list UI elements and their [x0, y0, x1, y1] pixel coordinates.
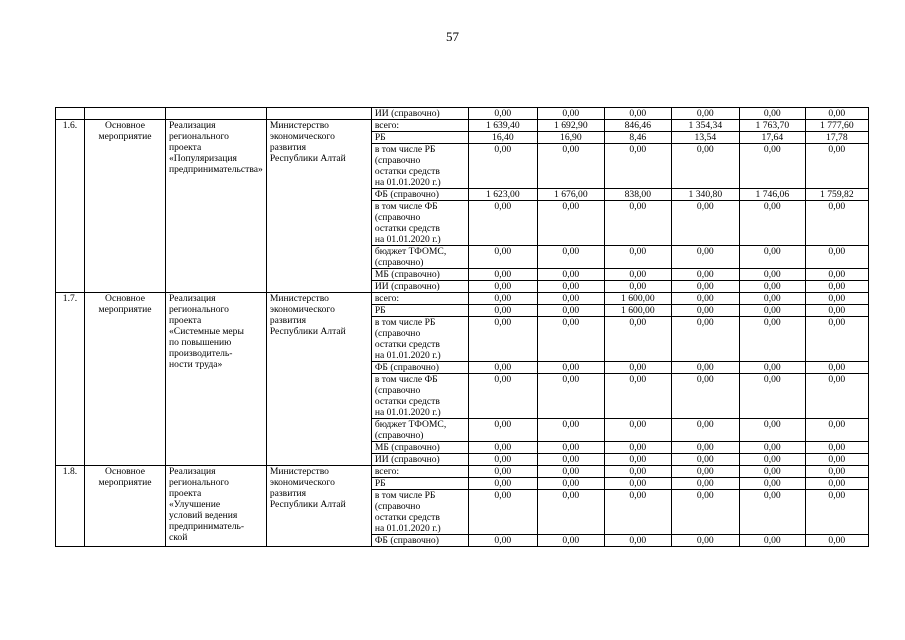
value-cell: 0,00: [604, 535, 671, 547]
source-label: в том числе РБ (справочно остатки средств на 01.01.2020 г.): [371, 490, 468, 535]
item-name: Реализация регионального проекта «Улучшение условий ведения предприниматель- ской: [166, 466, 267, 547]
value-cell: 0,00: [671, 317, 739, 362]
value-cell: 0,00: [468, 246, 537, 269]
value-cell: 0,00: [604, 201, 671, 246]
source-label: МБ (справочно): [371, 442, 468, 454]
value-cell: 0,00: [604, 144, 671, 189]
value-cell: 0,00: [537, 454, 604, 466]
value-cell: 0,00: [805, 108, 868, 120]
value-cell: 1 763,70: [739, 120, 805, 132]
value-cell: 0,00: [537, 293, 604, 305]
source-label: ИИ (справочно): [371, 281, 468, 293]
value-cell: 0,00: [537, 317, 604, 362]
table-row: [56, 293, 869, 305]
source-label: бюджет ТФОМС, (справочно): [371, 246, 468, 269]
value-cell: 0,00: [805, 374, 868, 419]
value-cell: 0,00: [805, 269, 868, 281]
value-cell: 0,00: [468, 374, 537, 419]
value-cell: 0,00: [468, 293, 537, 305]
item-executor: Министерство экономического развития Республики Алтай: [266, 293, 371, 466]
empty-cell: [266, 108, 371, 120]
value-cell: 0,00: [805, 362, 868, 374]
value-cell: 0,00: [739, 362, 805, 374]
value-cell: 1 746,06: [739, 189, 805, 201]
value-cell: 0,00: [805, 535, 868, 547]
table-row: [56, 120, 869, 132]
value-cell: 0,00: [604, 466, 671, 478]
value-cell: 1 692,90: [537, 120, 604, 132]
value-cell: 0,00: [468, 269, 537, 281]
value-cell: 0,00: [805, 281, 868, 293]
value-cell: 0,00: [537, 374, 604, 419]
value-cell: 0,00: [739, 454, 805, 466]
value-cell: 0,00: [671, 362, 739, 374]
value-cell: 0,00: [604, 269, 671, 281]
value-cell: 1 600,00: [604, 305, 671, 317]
source-label: бюджет ТФОМС, (справочно): [371, 419, 468, 442]
value-cell: 0,00: [805, 317, 868, 362]
value-cell: 0,00: [739, 478, 805, 490]
value-cell: 0,00: [739, 246, 805, 269]
value-cell: 0,00: [537, 269, 604, 281]
value-cell: 0,00: [468, 490, 537, 535]
value-cell: 0,00: [537, 305, 604, 317]
item-executor: Министерство экономического развития Республики Алтай: [266, 120, 371, 293]
value-cell: 0,00: [671, 305, 739, 317]
value-cell: 0,00: [537, 108, 604, 120]
value-cell: 0,00: [604, 317, 671, 362]
item-number: 1.8.: [56, 466, 85, 547]
value-cell: 0,00: [671, 442, 739, 454]
value-cell: 0,00: [805, 305, 868, 317]
value-cell: 0,00: [537, 246, 604, 269]
value-cell: 846,46: [604, 120, 671, 132]
value-cell: 0,00: [537, 362, 604, 374]
value-cell: 0,00: [805, 246, 868, 269]
value-cell: 0,00: [739, 144, 805, 189]
value-cell: 0,00: [739, 305, 805, 317]
value-cell: 0,00: [671, 490, 739, 535]
value-cell: 0,00: [537, 442, 604, 454]
value-cell: 0,00: [604, 246, 671, 269]
value-cell: 0,00: [468, 454, 537, 466]
value-cell: 0,00: [739, 293, 805, 305]
value-cell: 17,78: [805, 132, 868, 144]
value-cell: 0,00: [604, 374, 671, 419]
value-cell: 0,00: [604, 490, 671, 535]
value-cell: 8,46: [604, 132, 671, 144]
value-cell: 0,00: [604, 442, 671, 454]
page-number: 57: [446, 29, 459, 44]
value-cell: 0,00: [604, 478, 671, 490]
source-label: всего:: [371, 293, 468, 305]
value-cell: 0,00: [604, 419, 671, 442]
item-number: 1.6.: [56, 120, 85, 293]
value-cell: 0,00: [671, 454, 739, 466]
value-cell: 0,00: [468, 535, 537, 547]
source-label: РБ: [371, 305, 468, 317]
item-number: 1.7.: [56, 293, 85, 466]
value-cell: 0,00: [468, 305, 537, 317]
value-cell: 0,00: [739, 466, 805, 478]
item-type: Основное мероприятие: [85, 120, 166, 293]
value-cell: 0,00: [739, 490, 805, 535]
value-cell: 17,64: [739, 132, 805, 144]
value-cell: 0,00: [805, 478, 868, 490]
source-label: МБ (справочно): [371, 269, 468, 281]
table-row: [56, 466, 869, 478]
value-cell: 0,00: [671, 478, 739, 490]
value-cell: 0,00: [468, 466, 537, 478]
value-cell: 838,00: [604, 189, 671, 201]
value-cell: 0,00: [805, 419, 868, 442]
source-label: ФБ (справочно): [371, 362, 468, 374]
value-cell: 0,00: [671, 419, 739, 442]
value-cell: 0,00: [537, 144, 604, 189]
value-cell: 13,54: [671, 132, 739, 144]
value-cell: 1 340,80: [671, 189, 739, 201]
source-label: ИИ (справочно): [371, 108, 468, 120]
source-label: ФБ (справочно): [371, 189, 468, 201]
value-cell: 0,00: [537, 466, 604, 478]
value-cell: 0,00: [671, 535, 739, 547]
source-label: в том числе ФБ (справочно остатки средств на 01.01.2020 г.): [371, 374, 468, 419]
value-cell: 0,00: [537, 201, 604, 246]
value-cell: 0,00: [739, 442, 805, 454]
value-cell: 0,00: [468, 419, 537, 442]
value-cell: 0,00: [537, 281, 604, 293]
value-cell: 16,90: [537, 132, 604, 144]
value-cell: 0,00: [739, 201, 805, 246]
empty-cell: [56, 108, 85, 120]
source-label: ФБ (справочно): [371, 535, 468, 547]
value-cell: 0,00: [671, 374, 739, 419]
item-name: Реализация регионального проекта «Популяризация предпринимательства»: [166, 120, 267, 293]
value-cell: 0,00: [739, 419, 805, 442]
value-cell: 0,00: [671, 144, 739, 189]
value-cell: 1 623,00: [468, 189, 537, 201]
value-cell: 0,00: [739, 374, 805, 419]
value-cell: 0,00: [468, 478, 537, 490]
value-cell: 0,00: [739, 108, 805, 120]
value-cell: 0,00: [671, 293, 739, 305]
value-cell: 1 676,00: [537, 189, 604, 201]
value-cell: 0,00: [468, 144, 537, 189]
source-label: в том числе РБ (справочно остатки средств на 01.01.2020 г.): [371, 144, 468, 189]
item-name: Реализация регионального проекта «Системные меры по повышению производитель- ности труда»: [166, 293, 267, 466]
value-cell: 0,00: [537, 535, 604, 547]
value-cell: 0,00: [671, 466, 739, 478]
value-cell: 0,00: [537, 490, 604, 535]
source-label: в том числе ФБ (справочно остатки средств на 01.01.2020 г.): [371, 201, 468, 246]
item-type: Основное мероприятие: [85, 293, 166, 466]
value-cell: 0,00: [671, 201, 739, 246]
item-type: Основное мероприятие: [85, 466, 166, 547]
table-row: [56, 108, 869, 120]
value-cell: 0,00: [537, 419, 604, 442]
source-label: всего:: [371, 466, 468, 478]
value-cell: 0,00: [739, 535, 805, 547]
value-cell: 0,00: [805, 442, 868, 454]
value-cell: 0,00: [805, 454, 868, 466]
source-label: РБ: [371, 478, 468, 490]
value-cell: 0,00: [468, 317, 537, 362]
item-executor: Министерство экономического развития Республики Алтай: [266, 466, 371, 547]
value-cell: 0,00: [805, 293, 868, 305]
value-cell: 0,00: [468, 108, 537, 120]
source-label: всего:: [371, 120, 468, 132]
value-cell: 0,00: [671, 269, 739, 281]
value-cell: 0,00: [805, 466, 868, 478]
value-cell: 0,00: [805, 201, 868, 246]
value-cell: 1 354,34: [671, 120, 739, 132]
source-label: ИИ (справочно): [371, 454, 468, 466]
source-label: РБ: [371, 132, 468, 144]
value-cell: 1 639,40: [468, 120, 537, 132]
value-cell: 1 600,00: [604, 293, 671, 305]
value-cell: 0,00: [805, 144, 868, 189]
source-label: в том числе РБ (справочно остатки средств на 01.01.2020 г.): [371, 317, 468, 362]
value-cell: 0,00: [468, 442, 537, 454]
value-cell: 0,00: [805, 490, 868, 535]
value-cell: 0,00: [604, 108, 671, 120]
value-cell: 0,00: [604, 362, 671, 374]
value-cell: 1 759,82: [805, 189, 868, 201]
value-cell: 1 777,60: [805, 120, 868, 132]
value-cell: 0,00: [671, 281, 739, 293]
budget-table: [55, 107, 869, 547]
value-cell: 0,00: [468, 281, 537, 293]
empty-cell: [166, 108, 267, 120]
value-cell: 0,00: [468, 362, 537, 374]
value-cell: 0,00: [739, 281, 805, 293]
value-cell: 0,00: [468, 201, 537, 246]
value-cell: 16,40: [468, 132, 537, 144]
value-cell: 0,00: [671, 246, 739, 269]
value-cell: 0,00: [604, 454, 671, 466]
value-cell: 0,00: [537, 478, 604, 490]
value-cell: 0,00: [739, 269, 805, 281]
value-cell: 0,00: [739, 317, 805, 362]
empty-cell: [85, 108, 166, 120]
value-cell: 0,00: [604, 281, 671, 293]
value-cell: 0,00: [671, 108, 739, 120]
